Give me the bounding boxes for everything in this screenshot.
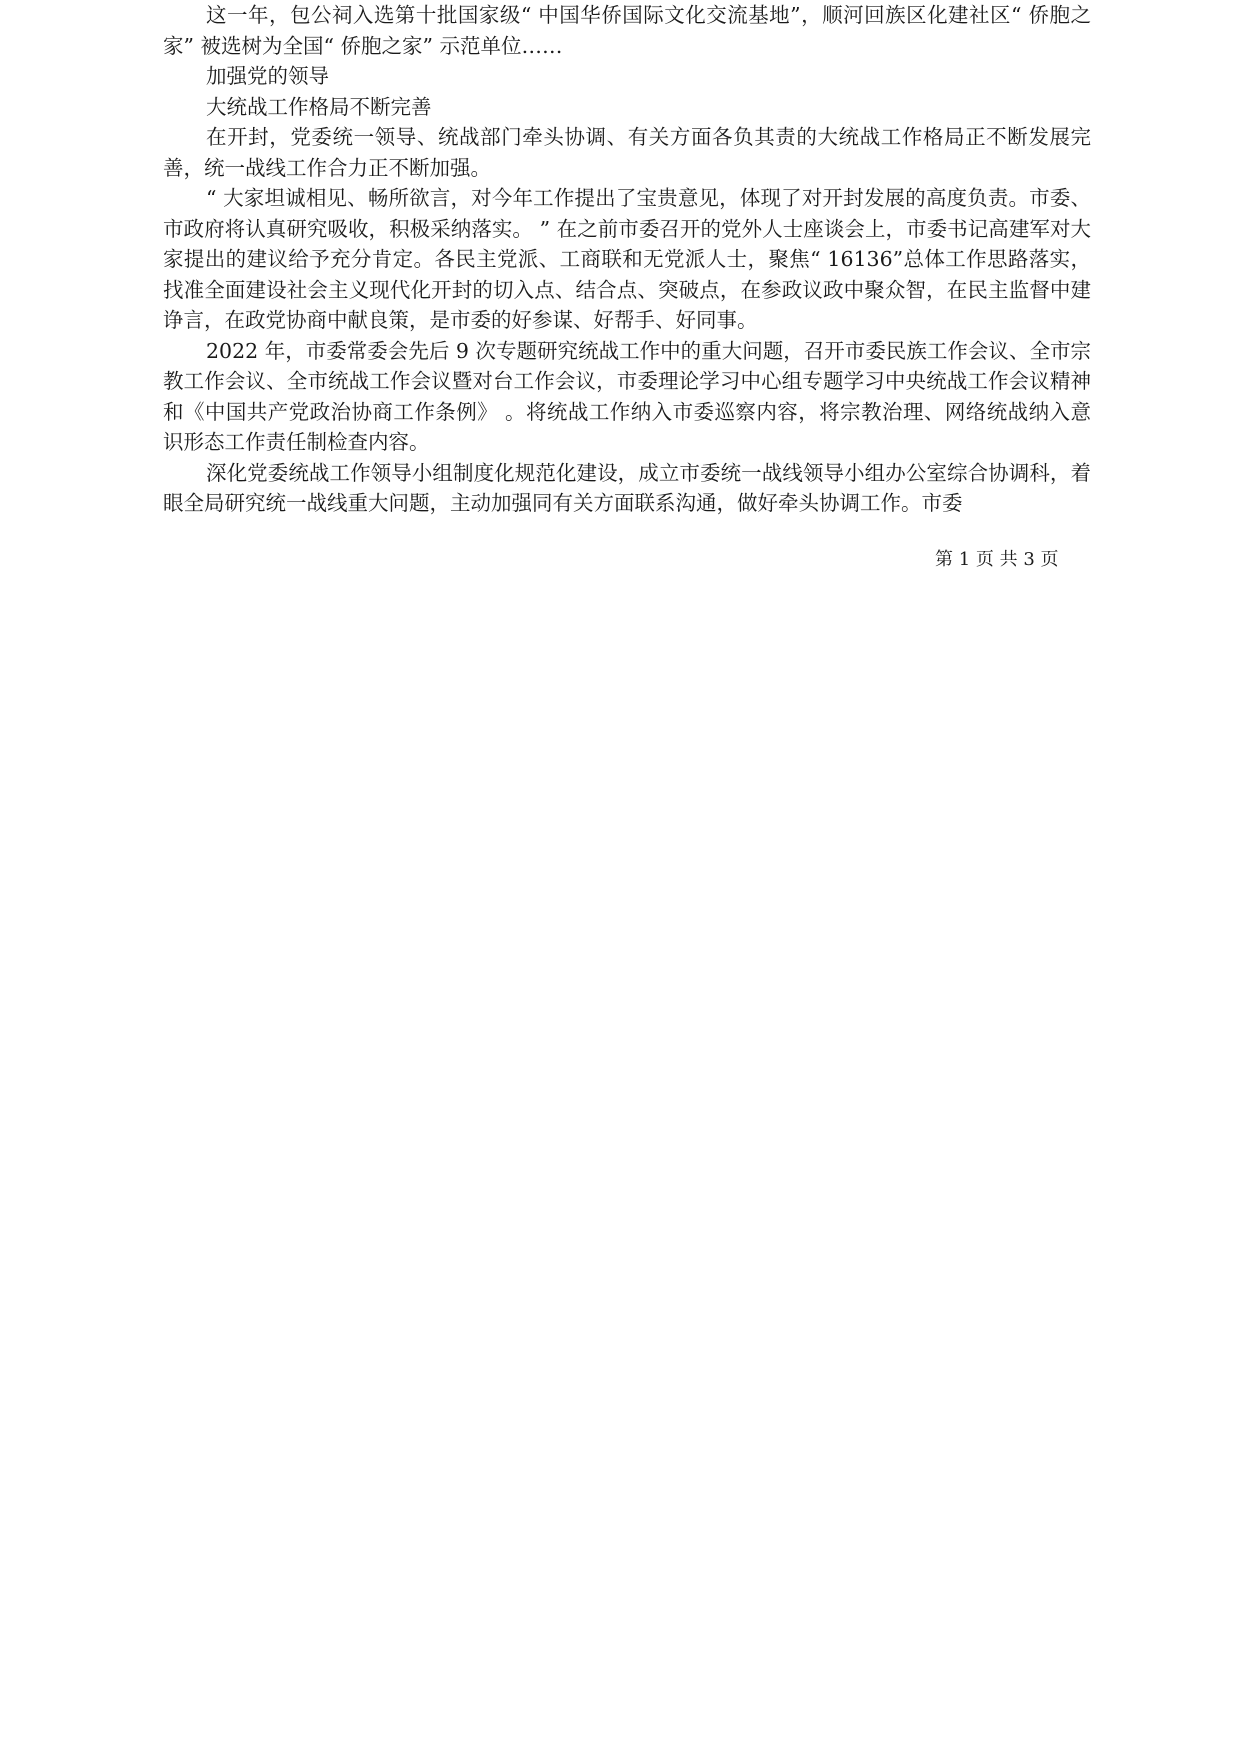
paragraph-forum-quote: “ 大家坦诚相见、畅所欲言，对今年工作提出了宝贵意见，体现了对开封发展的高度负责。市委、市政府将认真研究吸收，积极采纳落实。 ” 在之前市委召开的党外人士座谈会上，市委书记高建军对大家提出的建议给予充分肯定。各民主党派、工商联和无党派人士，聚焦“ 16136”总体工作思路落实，找准全面建设社会主义现代化开封的切入点、结合点、突破点，在参政议政中聚众智，在民主监督中建诤言，在政党协商中献良策，是市委的好参谋、好帮手、好同事。	[163, 186, 1091, 332]
document-body	[163, 0, 1091, 519]
section-heading-party-leadership: 加强党的领导	[206, 64, 329, 88]
paragraph-kaifeng-pattern: 在开封，党委统一领导、统战部门牵头协调、有关方面各负其责的大统战工作格局正不断发展完善，统一战线工作合力正不断加强。	[163, 125, 1091, 180]
paragraph-overseas-chinese-base: 这一年，包公祠入选第十批国家级“ 中国华侨国际文化交流基地”，顺河回族区化建社区“ 侨胞之家” 被选树为全国“ 侨胞之家” 示范单位……	[163, 3, 1091, 58]
section-subheading-united-front: 大统战工作格局不断完善	[206, 94, 432, 119]
page-indicator: 第 1 页 共 3 页	[935, 549, 1059, 570]
paragraph-leading-group: 深化党委统战工作领导小组制度化规范化建设，成立市委统一战线领导小组办公室综合协调科，着眼全局研究统一战线重大问题，主动加强同有关方面联系沟通，做好牵头协调工作。市委	[163, 460, 1091, 515]
paragraph-2022-meetings: 2022 年，市委常委会先后 9 次专题研究统战工作中的重大问题，召开市委民族工作会议、全市宗教工作会议、全市统战工作会议暨对台工作会议，市委理论学习中心组专题学习中央统战工作会议精神和《中国共产党政治协商工作条例》 。将统战工作纳入市委巡察内容，将宗教治理、网络统战纳入意识形态工作责任制检查内容。	[163, 338, 1091, 454]
